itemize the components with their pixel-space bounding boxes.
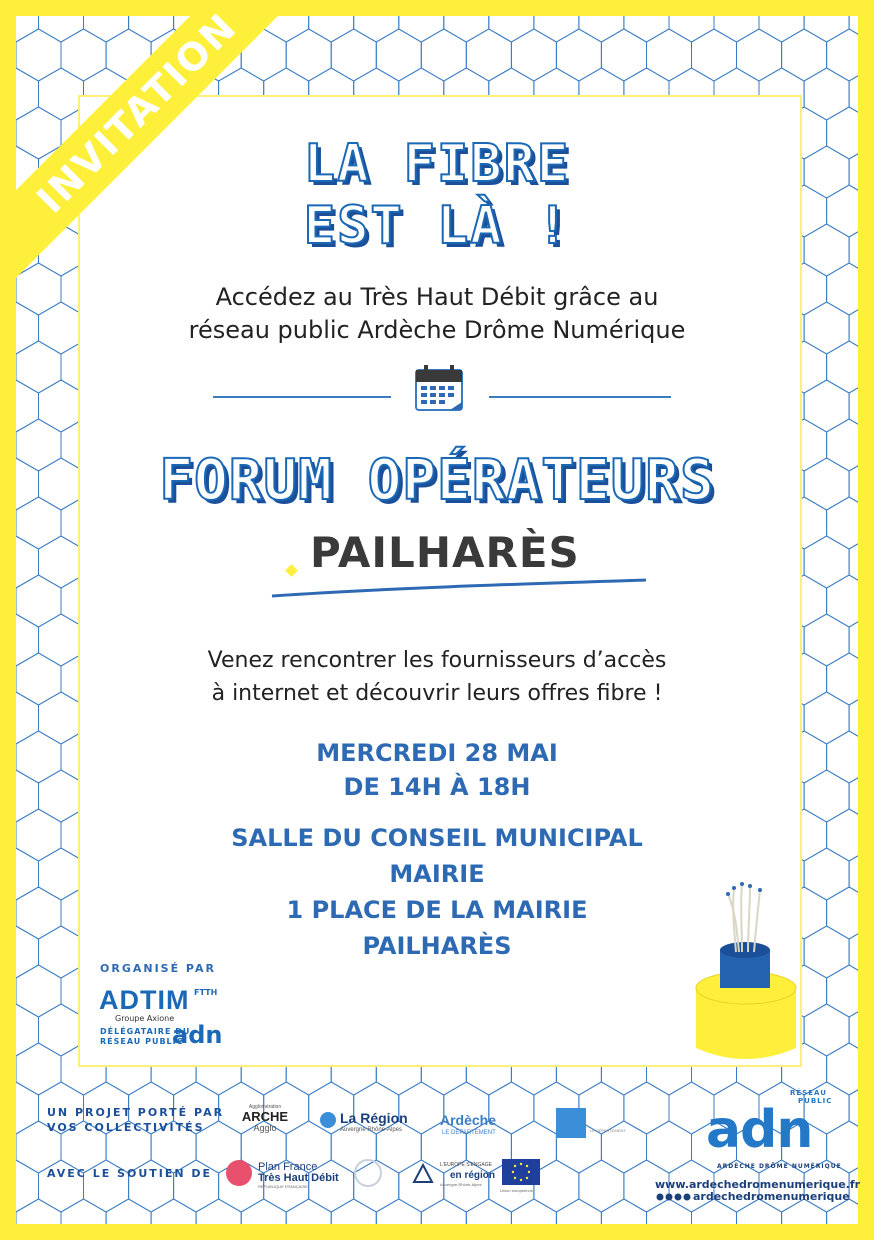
adtim-logo: ADTIM (99, 985, 190, 1015)
city-name: PAILHARÈS (310, 528, 580, 577)
pfthd-icon (226, 1160, 252, 1186)
hex-cell (534, 1160, 579, 1212)
hex-cell (534, 16, 579, 42)
description-line1: Venez rencontrer les fournisseurs d’accès (207, 648, 667, 673)
event-time: DE 14H À 18H (343, 773, 531, 801)
hex-cell (849, 16, 858, 42)
fiber-cable-illustration (692, 878, 802, 1063)
hex-cell (354, 16, 399, 42)
hex-cell (39, 1004, 84, 1056)
invitation-ribbon: INVITATION (0, 0, 311, 287)
adn-logo: adn (706, 1100, 813, 1160)
social-handle[interactable]: ardechedromenumerique (693, 1190, 850, 1203)
hex-cell (399, 16, 444, 42)
hex-cell (804, 1004, 849, 1056)
adtim-group: Groupe Axione (115, 1014, 175, 1023)
hex-cell (241, 1199, 286, 1224)
description-line2: à internet et découvrir leurs offres fibre ! (211, 681, 663, 706)
project-line1: UN PROJET PORTÉ PAR (47, 1106, 225, 1119)
hex-cell (16, 965, 61, 1017)
intro-line1: Accédez au Très Haut Débit grâce au (215, 283, 659, 311)
calendar-icon (412, 362, 468, 418)
event-date: MERCREDI 28 MAI (316, 739, 558, 767)
event-place-line2: MAIRIE (389, 860, 485, 888)
divider-right (489, 396, 671, 398)
hex-cell (444, 16, 489, 42)
hex-cell (624, 1082, 669, 1134)
hex-cell (849, 68, 858, 120)
arche-agglo-logo (240, 1104, 290, 1140)
hex-cell (804, 536, 849, 588)
hex-cell (714, 16, 759, 42)
europe-line3: Auvergne-Rhône-Alpes (440, 1182, 482, 1187)
adn-reseau-label: RÉSEAU (790, 1089, 827, 1097)
project-line2: VOS COLLECTIVITÉS (47, 1121, 205, 1134)
arche-sub: Agglo (253, 1123, 277, 1133)
adn-subtitle: ARDÈCHE DRÔME NUMÉRIQUE (717, 1163, 842, 1170)
hex-cell (827, 29, 858, 81)
divider-left (213, 396, 391, 398)
drome-sub: LE DÉPARTEMENT (590, 1128, 626, 1133)
event-place-line4: PAILHARÈS (362, 932, 512, 960)
hex-cell (511, 1199, 556, 1224)
hex-cell (737, 29, 782, 81)
hex-cell (16, 341, 61, 393)
organizer-label: ORGANISÉ PAR (100, 962, 216, 975)
hex-cell (16, 536, 39, 588)
drome-logo (556, 1108, 586, 1138)
ardeche-sub: LE DÉPARTEMENT (442, 1130, 496, 1136)
hex-cell (669, 16, 714, 42)
hex-cell (39, 536, 84, 588)
hex-cell (466, 1199, 511, 1224)
hex-cell (579, 16, 624, 42)
hex-cell (331, 29, 376, 81)
hex-cell (759, 16, 804, 42)
hex-cell (827, 341, 858, 393)
hex-cell (466, 29, 511, 81)
hex-cell (647, 1199, 692, 1224)
hex-cell (421, 1199, 466, 1224)
hex-cell (556, 29, 601, 81)
headline-line2: EST LÀ ! (303, 196, 571, 256)
europe-line2: en région (450, 1170, 496, 1181)
hex-cell (624, 16, 669, 42)
pfthd-line3: RÉPUBLIQUE FRANÇAISE (258, 1184, 308, 1189)
forum-title: FORUM OPÉRATEURS (159, 448, 715, 513)
hex-cell (601, 29, 646, 81)
europe-region-icon (410, 1162, 436, 1184)
event-place-line3: 1 PLACE DE LA MAIRIE (286, 896, 588, 924)
hex-cell (782, 29, 827, 81)
hex-cell (827, 1043, 858, 1095)
hex-cell (16, 380, 39, 432)
hex-cell (286, 1199, 331, 1224)
region-badge-icon (320, 1112, 336, 1128)
hex-cell (16, 1043, 61, 1095)
intro-line2: réseau public Ardèche Drôme Numérique (188, 316, 686, 344)
hex-cell (827, 965, 858, 1017)
delegate-line2: RÉSEAU PUBLIC (100, 1037, 184, 1046)
hex-cell (16, 1082, 39, 1134)
arche-top-text: Agglomération (248, 1104, 282, 1110)
hex-cell (849, 380, 858, 432)
hex-cell (376, 1199, 421, 1224)
europe-line1: L'EUROPE S'ENGAGE (440, 1162, 492, 1168)
eu-caption: Union européenne (500, 1188, 533, 1193)
social-icons[interactable] (656, 1193, 692, 1201)
hex-cell (849, 536, 858, 588)
region-sub: Auvergne Rhône-Alpes (340, 1127, 403, 1133)
hex-cell (16, 575, 61, 627)
hex-cell (804, 380, 849, 432)
support-label: AVEC LE SOUTIEN DE (47, 1167, 213, 1180)
eu-flag-icon (502, 1159, 540, 1185)
hex-cell (827, 575, 858, 627)
hex-cell (61, 1199, 106, 1224)
arche-name: ARCHE (241, 1109, 289, 1124)
hex-cell (849, 1082, 858, 1134)
hex-cell (692, 29, 737, 81)
event-place-line1: SALLE DU CONSEIL MUNICIPAL (231, 824, 643, 852)
city-underline (270, 572, 650, 602)
hex-cell (16, 1199, 61, 1224)
region-name: La Région (340, 1110, 408, 1126)
marianne-seal-icon (354, 1159, 382, 1187)
hex-cell (601, 1199, 646, 1224)
hex-cell (399, 1082, 444, 1134)
hex-cell (151, 1199, 196, 1224)
hex-cell (421, 29, 466, 81)
hex-cell (579, 1160, 624, 1212)
delegate-line1: DÉLÉGATAIRE DU (100, 1027, 191, 1036)
hex-cell (331, 1199, 376, 1224)
hex-cell (647, 29, 692, 81)
hex-cell (647, 1121, 692, 1173)
headline-line1: LA FIBRE (303, 134, 571, 194)
hex-cell (511, 29, 556, 81)
pfthd-line2: Très Haut Débit (258, 1172, 339, 1184)
adn-public-label: PUBLIC (798, 1097, 833, 1105)
hex-cell (556, 1199, 601, 1224)
adn-small-logo: adn (172, 1021, 223, 1049)
website-link[interactable]: www.ardechedromenumerique.fr (655, 1178, 861, 1191)
hex-cell (16, 1160, 39, 1212)
hex-cell (196, 1199, 241, 1224)
hex-cell (849, 1004, 858, 1056)
hex-cell (489, 16, 534, 42)
hex-cell (376, 29, 421, 81)
hex-cell (804, 16, 849, 42)
hex-cell (106, 1199, 151, 1224)
pfthd-line1: Plan France (258, 1161, 318, 1173)
adtim-ftth-tag: FTTH (194, 988, 218, 997)
hex-cell (804, 68, 849, 120)
hex-cell (39, 380, 84, 432)
hex-cell (16, 1004, 39, 1056)
ardeche-name: Ardèche (440, 1112, 497, 1128)
